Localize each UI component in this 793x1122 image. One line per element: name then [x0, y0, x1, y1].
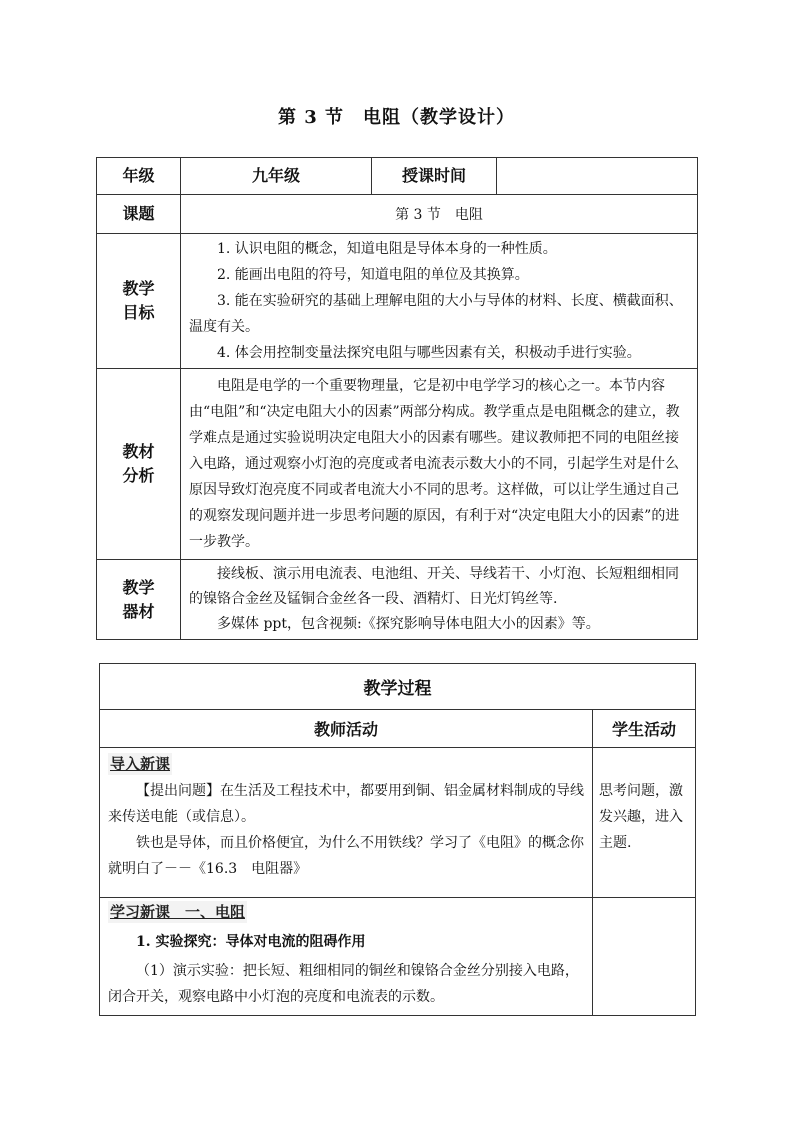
- document-title: 第 3 节 电阻（教学设计）: [277, 107, 516, 128]
- intro-paragraph: 铁也是导体，而且价格便宜，为什么不用铁线？学习了《电阻》的概念你就明白了－－《16.3 电阻器》: [108, 835, 584, 877]
- grade-label: 年级: [97, 158, 181, 195]
- time-value: [497, 158, 698, 195]
- equipment-label: 教学器材: [97, 560, 181, 640]
- time-label: 授课时间: [372, 158, 497, 195]
- process-title: 教学过程: [100, 664, 696, 710]
- experiment-subheading: 1. 实验探究：导体对电流的阻碍作用: [136, 934, 366, 950]
- process-table: [99, 663, 696, 1016]
- section-heading-intro: 导入新课: [110, 755, 171, 773]
- intro-paragraph: 【提出问题】在生活及工程技术中，都要用到铜、铝金属材料制成的导线来传送电能（或信息）。: [108, 783, 584, 825]
- info-table: [96, 157, 698, 640]
- objectives-cell: [181, 234, 698, 369]
- objective-item: 2. 能画出电阻的符号，知道电阻的单位及其换算。: [217, 267, 529, 283]
- intro-student-cell: 思考问题，激发兴趣，进入主题.: [593, 748, 696, 898]
- grade-value: 九年级: [181, 158, 372, 195]
- section-heading-newlesson: 学习新课 一、电阻: [110, 903, 246, 921]
- equipment-cell: [181, 560, 698, 640]
- equipment-item: 多媒体 ppt，包含视频:《探究影响导体电阻大小的因素》等。: [217, 616, 600, 632]
- objective-item: 1. 认识电阻的概念，知道电阻是导体本身的一种性质。: [217, 241, 557, 257]
- intro-teacher-cell: [100, 748, 593, 898]
- objectives-label: 教学目标: [97, 234, 181, 369]
- analysis-label: 教材分析: [97, 369, 181, 560]
- topic-label: 课题: [97, 195, 181, 234]
- equipment-item: 接线板、演示用电流表、电池组、开关、导线若干、小灯泡、长短粗细相同的镍铬合金丝及锰铜合金丝各一段、酒精灯、日光灯钨丝等.: [189, 566, 679, 607]
- topic-value: 第 3 节 电阻: [181, 195, 698, 234]
- teacher-header: 教师活动: [100, 710, 593, 748]
- analysis-text: 电阻是电学的一个重要物理量，它是初中电学学习的核心之一。本节内容由“电阻”和“决定电阻大小的因素”两部分构成。教学重点是电阻概念的建立，教学难点是通过实验说明决定电阻大小的因素有哪些。建议教师把不同的电阻丝接入电路，通过观察小灯泡的亮度或者电流表示数大小的不同，引起学生对是什么原因导致灯泡亮度不同或者电流大小不同的思考。这样做，可以让学生通过自己的观察发现问题并进一步思考问题的原因，有利于对“决定电阻大小的因素”的进一步教学。: [181, 369, 698, 560]
- student-header: 学生活动: [593, 710, 696, 748]
- objective-item: 3. 能在实验研究的基础上理解电阻的大小与导体的材料、长度、横截面积、温度有关。: [189, 293, 683, 335]
- newlesson-student-cell: [593, 898, 696, 1016]
- objective-item: 4. 体会用控制变量法探究电阻与哪些因素有关，积极动手进行实验。: [217, 345, 641, 361]
- newlesson-teacher-cell: [100, 898, 593, 1016]
- experiment-paragraph: （1）演示实验：把长短、粗细相同的铜丝和镍铬合金丝分别接入电路，闭合开关，观察电路中小灯泡的亮度和电流表的示数。: [108, 963, 579, 1005]
